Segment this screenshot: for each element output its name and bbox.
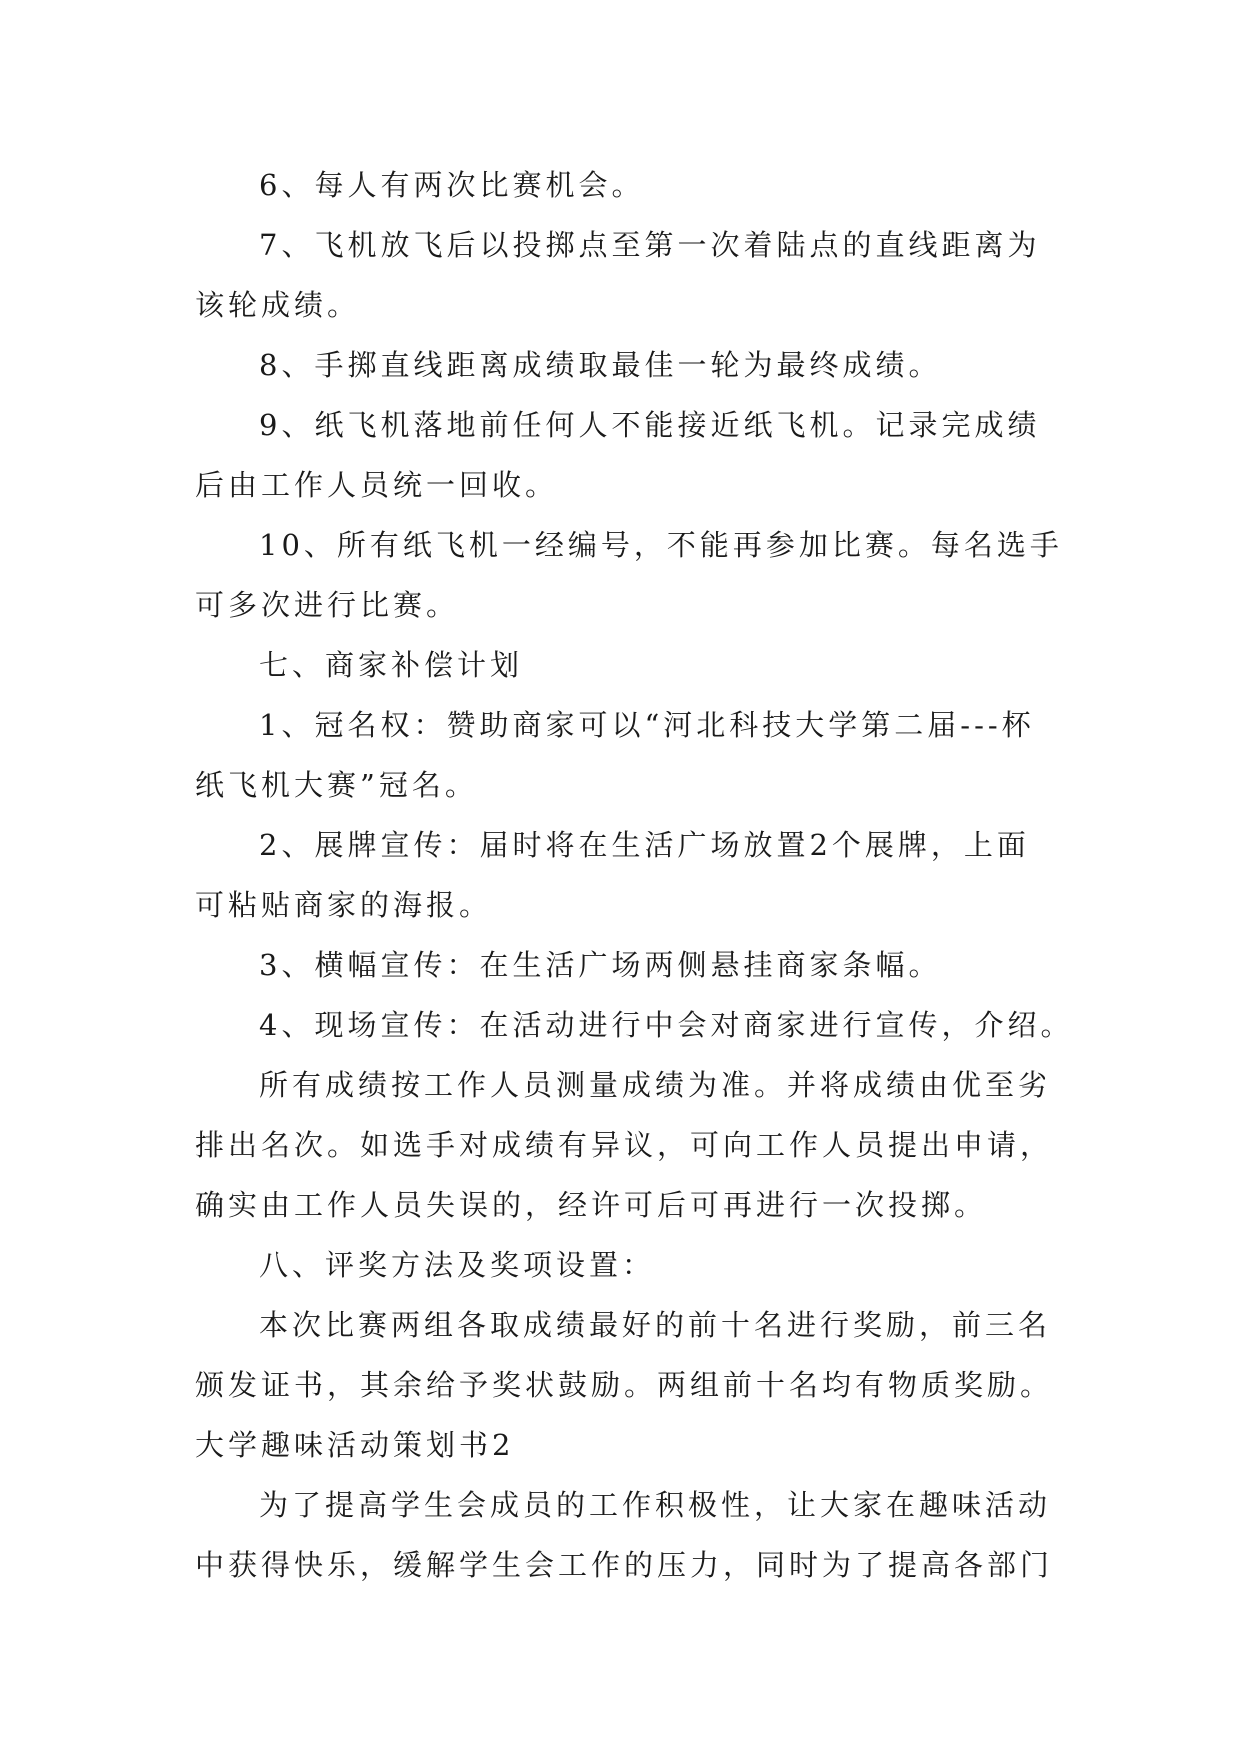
text-line: 4、现场宣传：在活动进行中会对商家进行宣传，介绍。 — [259, 1008, 1074, 1042]
text-line: 后由工作人员统一回收。 — [195, 468, 559, 502]
text-line: 10、所有纸飞机一经编号，不能再参加比赛。每名选手 — [259, 528, 1063, 562]
text-line: 2、展牌宣传：届时将在生活广场放置2个展牌，上面 — [259, 828, 1030, 862]
text-line: 该轮成绩。 — [195, 288, 361, 322]
text-line: 可多次进行比赛。 — [195, 588, 460, 622]
text-line: 1、冠名权：赞助商家可以“河北科技大学第二届---杯 — [259, 708, 1035, 742]
text-line: 中获得快乐，缓解学生会工作的压力，同时为了提高各部门 — [195, 1548, 1054, 1582]
text-line: 6、每人有两次比赛机会。 — [259, 168, 645, 202]
text-line: 可粘贴商家的海报。 — [195, 888, 493, 922]
text-line: 排出名次。如选手对成绩有异议，可向工作人员提出申请， — [195, 1128, 1054, 1162]
text-line: 3、横幅宣传：在生活广场两侧悬挂商家条幅。 — [259, 948, 942, 982]
text-line: 所有成绩按工作人员测量成绩为准。并将成绩由优至劣 — [259, 1068, 1052, 1102]
section-heading: 七、商家补偿计划 — [259, 648, 524, 682]
text-line: 为了提高学生会成员的工作积极性，让大家在趣味活动 — [259, 1488, 1052, 1522]
text-line: 8、手掷直线距离成绩取最佳一轮为最终成绩。 — [259, 348, 942, 382]
section-heading: 八、评奖方法及奖项设置： — [259, 1248, 656, 1282]
text-line: 7、飞机放飞后以投掷点至第一次着陆点的直线距离为 — [259, 228, 1041, 262]
text-line: 纸飞机大赛”冠名。 — [195, 768, 478, 802]
text-line: 9、纸飞机落地前任何人不能接近纸飞机。记录完成绩 — [259, 408, 1041, 442]
text-line: 本次比赛两组各取成绩最好的前十名进行奖励，前三名 — [259, 1308, 1052, 1342]
text-line: 颁发证书，其余给予奖状鼓励。两组前十名均有物质奖励。 — [195, 1368, 1054, 1402]
document-body — [195, 155, 1074, 1595]
document-subtitle: 大学趣味活动策划书2 — [195, 1428, 515, 1462]
text-line: 确实由工作人员失误的，经许可后可再进行一次投掷。 — [195, 1188, 988, 1222]
